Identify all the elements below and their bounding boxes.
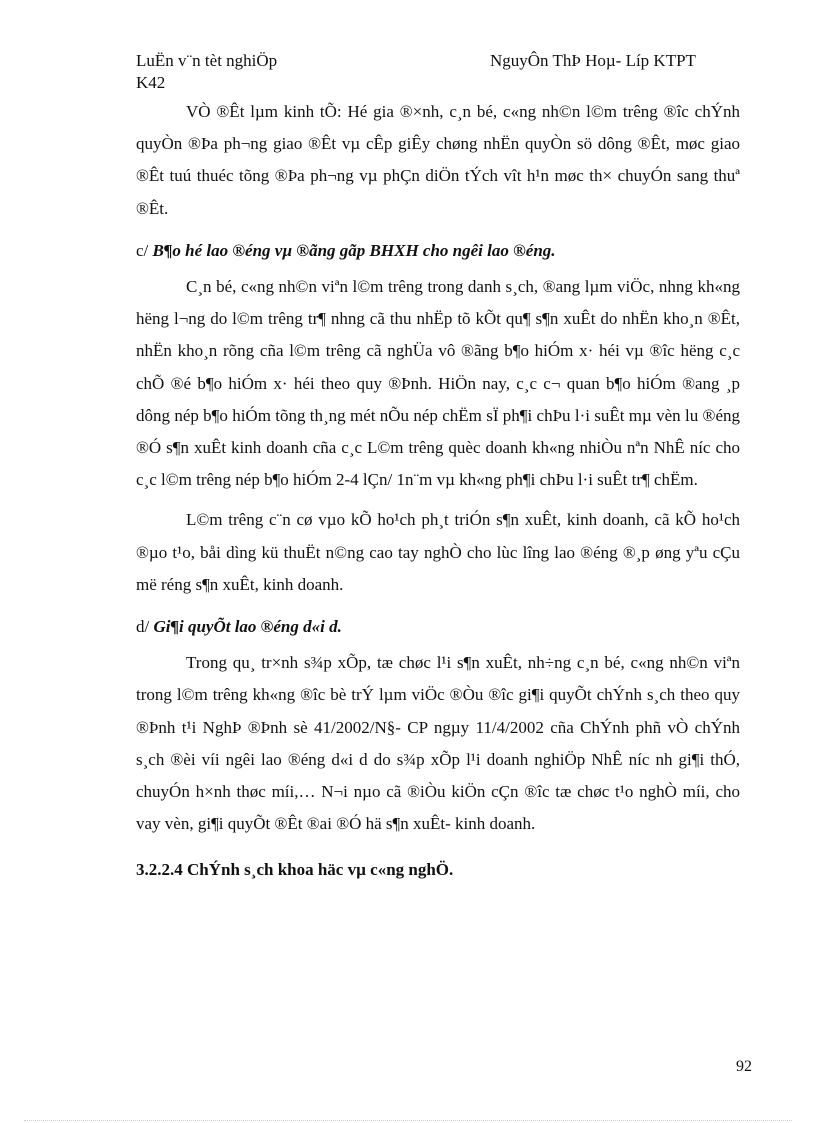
header-author: NguyÔn ThÞ Hoµ- Líp KTPT: [490, 51, 696, 70]
page-number: 92: [736, 1058, 752, 1075]
body-text: [136, 96, 740, 891]
heading-d-prefix: d/: [136, 617, 154, 637]
paragraph-training: L©m trêng c¨n cø vµo kÕ ho¹ch ph¸t triÓn s¶n xuÊt, kinh doanh, cã kÕ ho¹ch ®µo t¹o, båi dìng kü thuËt n©ng cao tay nghÒ cho lùc lîng lao ®éng ®¸p øng yªu cÇu më réng s¶n xuÊt, kinh doanh.: [136, 510, 740, 594]
header-left: [136, 50, 277, 94]
paragraph-insurance: C¸n bé, c«ng nh©n viªn l©m trêng trong danh s¸ch, ®ang lµm viÖc, nhng kh«ng hëng l¬ng do l©m trêng tr¶ nhng cã thu nhËp tõ kÕt qu¶ s¶n xuÊt do nhËn kho¸n ®Êt, nhËn kho¸n rõng cña l©m trêng cã nghÜa vô ®ãng b¶o hiÓm x· héi vµ ®îc hëng c¸c chÕ ®é b¶o hiÓm x· héi theo quy ®Þnh. HiÖn nay, c¸c c¬ quan b¶o hiÓm ®ang ¸p dông nép b¶o hiÓm tõng th¸ng mét nÕu nép chËm sÏ ph¶i chÞu l·i suÊt mµ vèn lu ®éng ®Ó s¶n xuÊt kinh doanh cña c¸c L©m trêng quèc doanh kh«ng nhiÒu nªn NhÊ níc cho c¸c l©m trêng nép b¶o hiÓm 2-4 lÇn/ 1n¨m vµ kh«ng ph¶i chÞu l·i suÊt tr¶ chËm.: [136, 277, 740, 490]
heading-c-title: B¶o hé lao ®éng vµ ®ãng gãp BHXH cho ngêi lao ®éng.: [152, 240, 556, 260]
paragraph-land: VÒ ®Êt lµm kinh tÕ: Hé gia ®×nh, c¸n bé, c«ng nh©n l©m trêng ®îc chÝnh quyÒn ®Þa ph¬ng giao ®Êt vµ cÊp giÊy chøng nhËn quyÒn sö dông ®Êt, møc giao ®Êt tuú thuéc tõng ®Þa ph¬ng vµ phÇn diÖn tÝch vît h¹n møc th× chuyÓn sang thuª ®Êt.: [136, 102, 740, 218]
heading-c-prefix: c/: [136, 240, 153, 260]
paragraph-surplus-labour: Trong qu¸ tr×nh s¾p xÕp, tæ chøc l¹i s¶n xuÊt, nh÷ng c¸n bé, c«ng nh©n viªn trong l©m trêng kh«ng ®îc bè trÝ lµm viÖc ®Òu ®îc gi¶i quyÕt chÝnh s¸ch theo quy ®Þnh t¹i NghÞ ®Þnh sè 41/2002/N§- CP ngµy 11/4/2002 cña ChÝnh phñ vÒ chÝnh s¸ch ®èi víi ngêi lao ®éng d«i d do s¾p xÕp l¹i doanh nghiÖp NhÊ níc nh gi¶i thÓ, chuyÓn h×nh thøc míi,… N¬i nµo cã ®iÒu kiÖn cÇn ®îc tæ chøc t¹o nghÒ míi, cho vay vèn, gi¶i quyÕt ®Êt ®ai ®Ó hä s¶n xuÊt- kinh doanh.: [136, 653, 740, 834]
heading-section-3-2-2-4: 3.2.2.4 ChÝnh s¸ch khoa häc vµ c«ng nghÖ.: [136, 860, 454, 880]
header-thesis-title: LuËn v¨n tèt nghiÖp: [136, 51, 278, 70]
page-bottom-divider: [24, 1120, 792, 1121]
heading-d-title: Gi¶i quyÕt lao ®éng d«i d.: [153, 617, 342, 637]
heading-d: [136, 601, 740, 647]
heading-c: [136, 225, 740, 271]
header-class-code: K42: [136, 73, 166, 92]
